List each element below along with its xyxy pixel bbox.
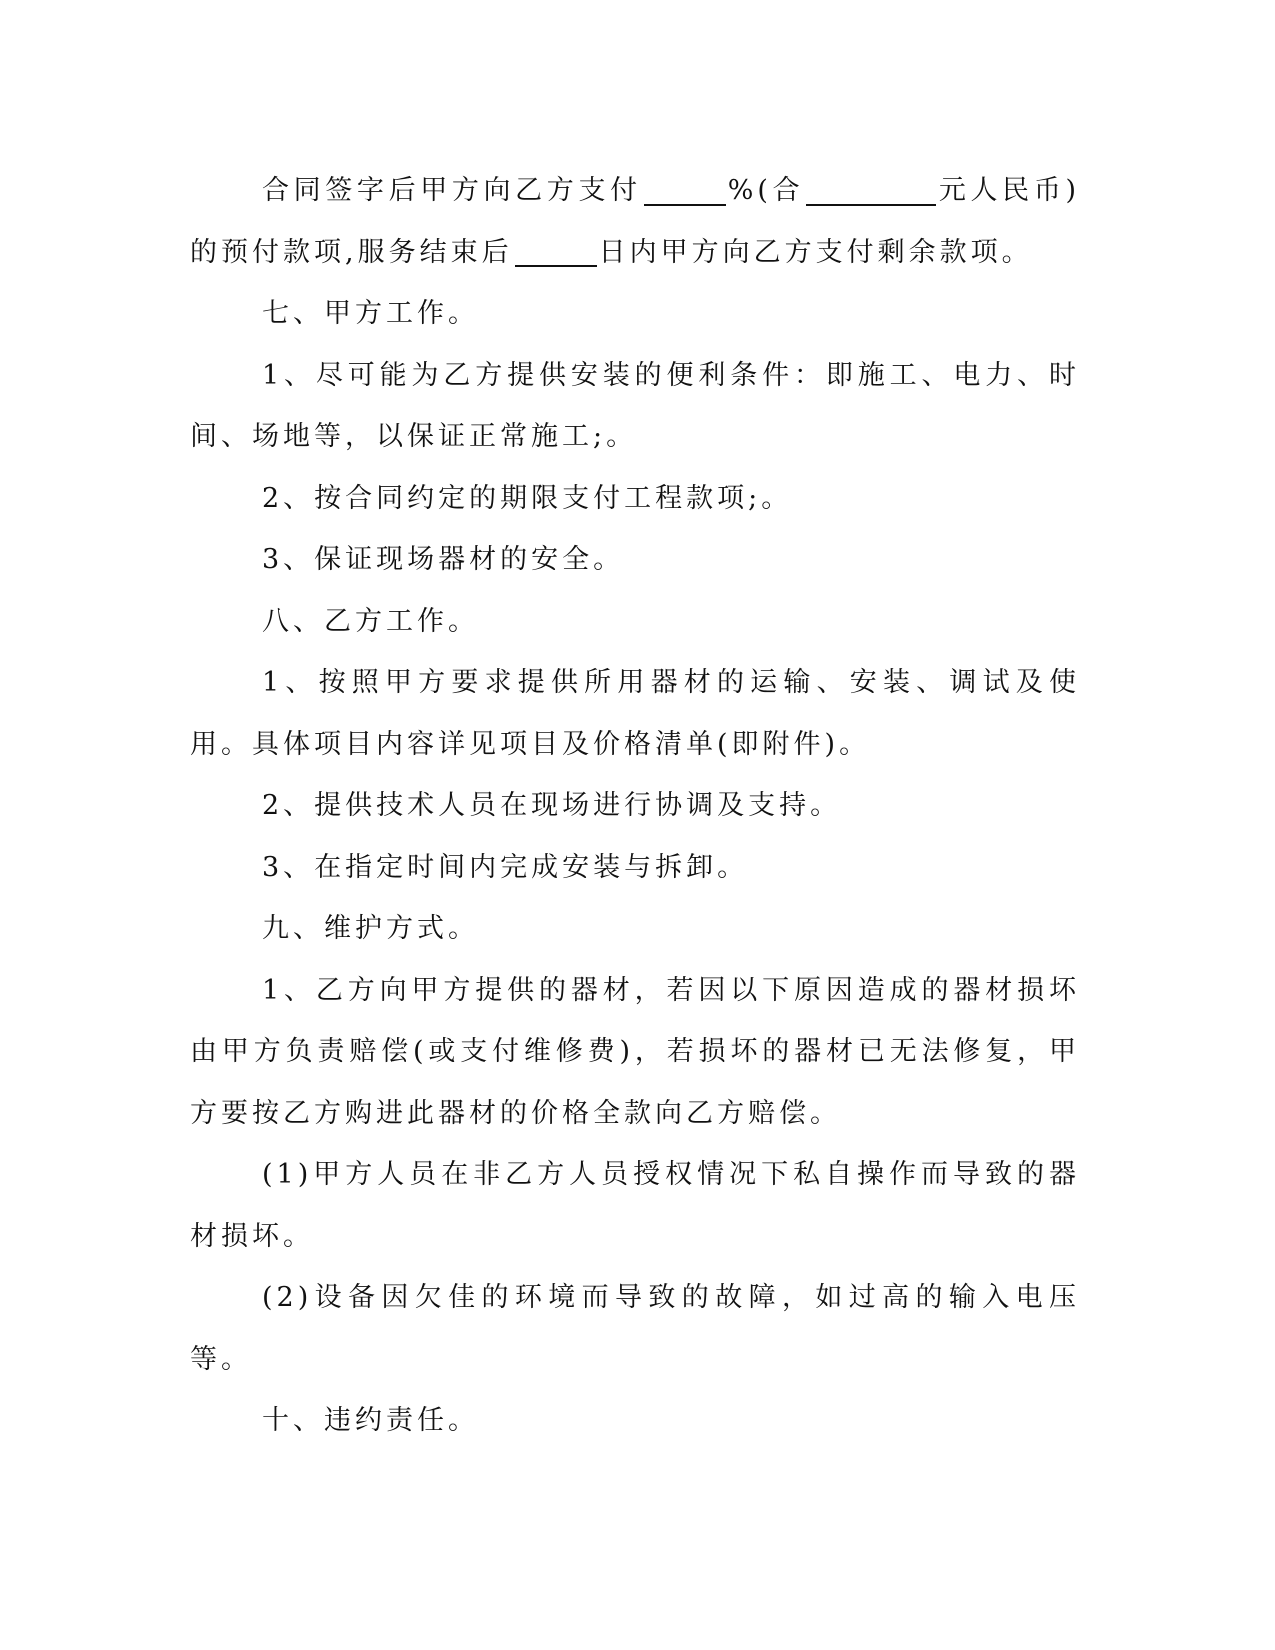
paragraph-party-a-item-2: 2、按合同约定的期限支付工程款项;。 xyxy=(262,482,793,514)
paragraph-party-a-item-3: 3、保证现场器材的安全。 xyxy=(262,544,625,575)
paragraph-payment-terms xyxy=(190,160,1080,283)
paragraph-maintenance-subitem-1: (1)甲方人员在非乙方人员授权情况下私自操作而导致的器材损坏。 xyxy=(190,1159,1080,1252)
paragraph-party-b-item-2: 2、提供技术人员在现场进行协调及支持。 xyxy=(262,790,842,821)
paragraph-party-b-item-1: 1、按照甲方要求提供所用器材的运输、安装、调试及使用。具体项目内容详见项目及价格清单(即附件)。 xyxy=(190,667,1080,760)
section-heading-party-a-work: 七、甲方工作。 xyxy=(262,298,479,329)
paragraph-party-b-item-3: 3、在指定时间内完成安装与拆卸。 xyxy=(262,851,749,883)
payment-text-1: 合同签字后甲方向乙方支付 xyxy=(262,175,642,206)
section-heading-maintenance: 九、维护方式。 xyxy=(262,913,479,944)
amount-blank xyxy=(806,175,936,205)
payment-text-3: 元人民币)的预付款项,服务结束后 xyxy=(190,175,1080,268)
document-body xyxy=(190,160,1080,1452)
paragraph-maintenance-item-1: 1、乙方向甲方提供的器材，若因以下原因造成的器材损坏由甲方负责赔偿(或支付维修费)，若损坏的器材已无法修复，甲方要按乙方购进此器材的价格全款向乙方赔偿。 xyxy=(190,974,1080,1129)
payment-text-2: %(合 xyxy=(727,175,805,206)
days-blank xyxy=(515,237,597,267)
section-heading-party-b-work: 八、乙方工作。 xyxy=(262,605,479,637)
section-heading-liability: 十、违约责任。 xyxy=(262,1405,479,1436)
paragraph-maintenance-subitem-2: (2)设备因欠佳的环境而导致的故障，如过高的输入电压等。 xyxy=(190,1282,1080,1375)
payment-text-4: 日内甲方向乙方支付剩余款项。 xyxy=(598,236,1033,268)
paragraph-party-a-item-1: 1、尽可能为乙方提供安装的便利条件：即施工、电力、时间、场地等，以保证正常施工;。 xyxy=(190,359,1080,452)
percentage-blank xyxy=(644,175,726,205)
